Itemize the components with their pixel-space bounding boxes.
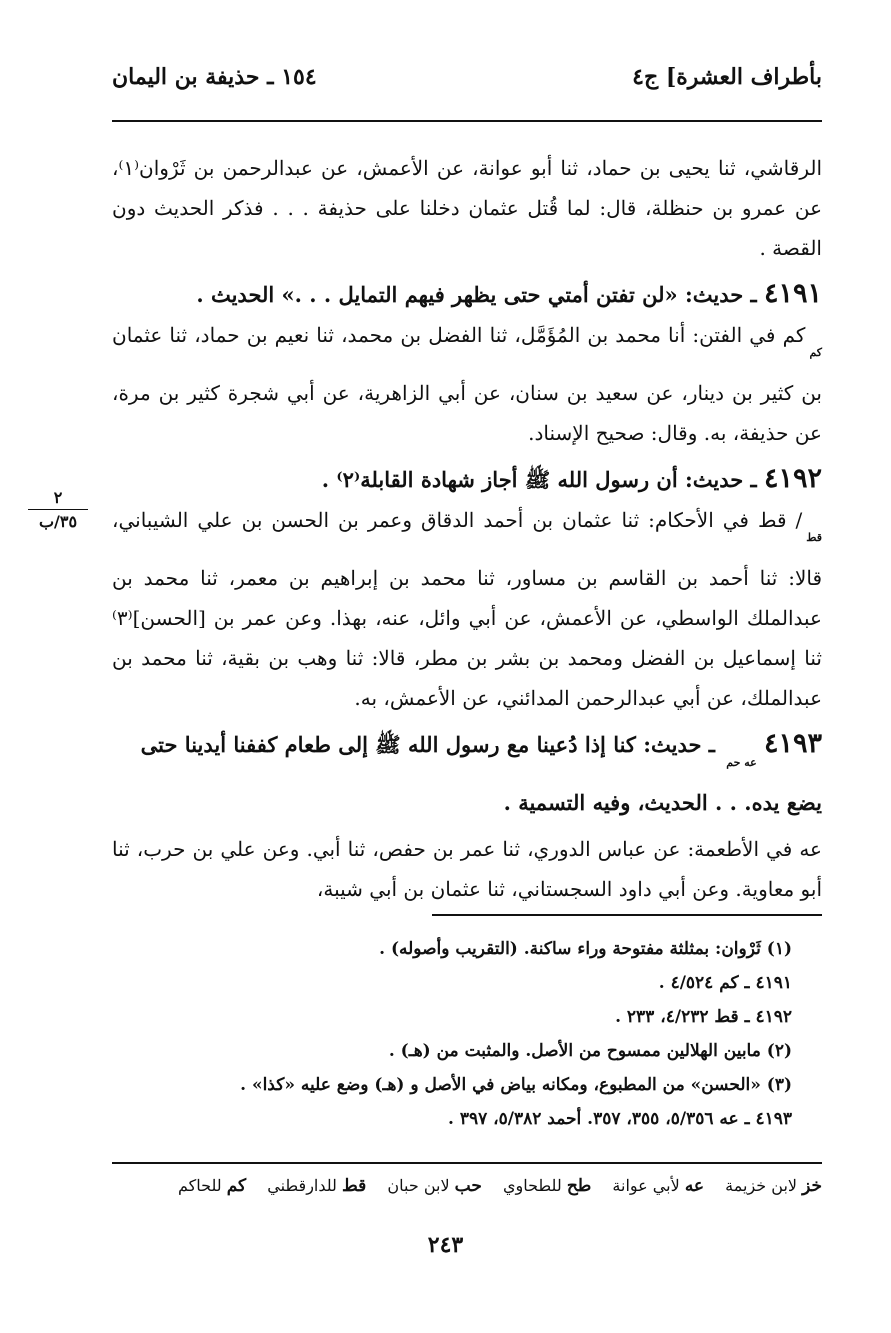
paragraph-continuation: الرقاشي، ثنا يحيى بن حماد، ثنا أبو عوانة، عن الأعمش، عن عبدالرحمن بن ثَرْوان⁽١⁾، عن عمرو بن حنظلة، قال: لما قُتل عثمان دخلنا على حذيفة . . . فذكر الحديث دون القصة .	[112, 156, 822, 260]
reference-4192: ٤١٩٢ ـ قط ٤/٢٣٢، ٢٣٣ .	[615, 1007, 792, 1027]
source-siglum: قط	[806, 531, 822, 544]
hadith-4191	[112, 274, 822, 315]
running-header	[112, 64, 822, 104]
hadith-title: ـ حديث: أن رسول الله ﷺ أجاز شهادة القابلة⁽٢⁾ .	[321, 467, 757, 492]
abbreviations-key	[112, 1176, 822, 1196]
isnad-4193: عه في الأطعمة: عن عباس الدوري، ثنا عمر بن حفص، ثنا أبي. وعن علي بن حرب، ثنا أبو معاوية. وعن أبي داود السجستاني، ثنا عثمان بن أبي شيبة،	[112, 837, 822, 901]
footnote-2: (٢) مابين الهلالين ممسوح من الأصل. والمثبت من (هـ) .	[388, 1041, 792, 1061]
abbreviation-item: حب لابن حبان	[387, 1176, 482, 1196]
reference-4191: ٤١٩١ ـ كم ٤/٥٢٤ .	[658, 973, 792, 993]
margin-note-line	[28, 509, 88, 510]
source-siglum: عه حم	[726, 756, 757, 769]
header-divider	[112, 120, 822, 122]
source-siglum: كم	[809, 346, 822, 359]
hadith-4192	[112, 459, 822, 500]
abbreviation-item: عه لأبي عوانة	[612, 1176, 705, 1196]
abbreviation-item: خز لابن خزيمة	[725, 1176, 822, 1196]
footnotes	[112, 932, 792, 1136]
hadith-number: ٤١٩٣	[763, 728, 822, 759]
abbreviation-item: طح للطحاوي	[502, 1176, 592, 1196]
header-book-title: بأطراف العشرة] ج٤	[632, 64, 822, 90]
main-text	[112, 148, 822, 909]
hadith-number: ٤١٩١	[763, 278, 822, 309]
hadith-number: ٤١٩٢	[763, 463, 822, 494]
abbreviation-item: كم للحاكم	[178, 1176, 247, 1196]
reference-4193: ٤١٩٣ ـ عه ٥/٣٥٦، ٣٥٥، ٣٥٧. أحمد ٥/٣٨٢، ٣٩٧ .	[447, 1109, 792, 1129]
margin-folio-note	[18, 488, 98, 531]
footnote-1: (١) ثَرْوان: بمثلثة مفتوحة وراء ساكنة. (التقريب وأصوله) .	[379, 939, 792, 959]
footnote-3: (٣) «الحسن» من المطبوع، ومكانه بياض في الأصل و (هـ) وضع عليه «كذا» .	[240, 1075, 792, 1095]
isnad-4191	[112, 315, 822, 453]
header-section-title: ١٥٤ ـ حذيفة بن اليمان	[112, 64, 317, 90]
margin-note-top: ٢	[53, 488, 63, 507]
abbreviations-divider	[112, 1162, 822, 1164]
isnad-4192	[112, 500, 822, 718]
isnad-text: / قط في الأحكام: ثنا عثمان بن أحمد الدقاق وعمر بن الحسن بن علي الشيباني، قالا: ثنا أحمد بن القاسم بن مساور، ثنا محمد بن إبراهيم بن معمر، ثنا محمد بن عبدالملك الواسطي، عن الأعمش، عن أبي وائل، عنه، بهذا. وعن عمر بن [الحسن]⁽٣⁾ ثنا إسماعيل بن الفضل ومحمد بن بشر بن مطر، قالا: ثنا وهب بن بقية، ثنا محمد بن عبدالملك، عن أبي عبدالرحمن المدائني، عن الأعمش، به.	[112, 508, 822, 710]
footnote-divider	[432, 914, 822, 916]
abbreviation-item: قط للدارقطني	[267, 1176, 367, 1196]
margin-note-bottom: ٣٥/ب	[38, 512, 78, 531]
page-number: ٢٤٣	[427, 1232, 464, 1258]
isnad-text: كم في الفتن: أنا محمد بن المُؤَمَّل، ثنا الفضل بن محمد، ثنا نعيم بن حماد، ثنا عثمان بن كثير بن دينار، عن سعيد بن سنان، عن أبي الزاهرية، عن أبي شجرة كثير بن مرة، عن حذيفة، به. وقال: صحيح الإسناد.	[112, 323, 822, 445]
hadith-title: ـ حديث: كنا إذا دُعينا مع رسول الله ﷺ إلى طعام كففنا أيدينا حتى يضع يده. . . الحديث، وفيه التسمية .	[140, 732, 822, 815]
hadith-4193	[112, 724, 822, 823]
hadith-title: ـ حديث: «لن تفتن أمتي حتى يظهر فيهم التمايل . . .» الحديث .	[196, 282, 757, 307]
